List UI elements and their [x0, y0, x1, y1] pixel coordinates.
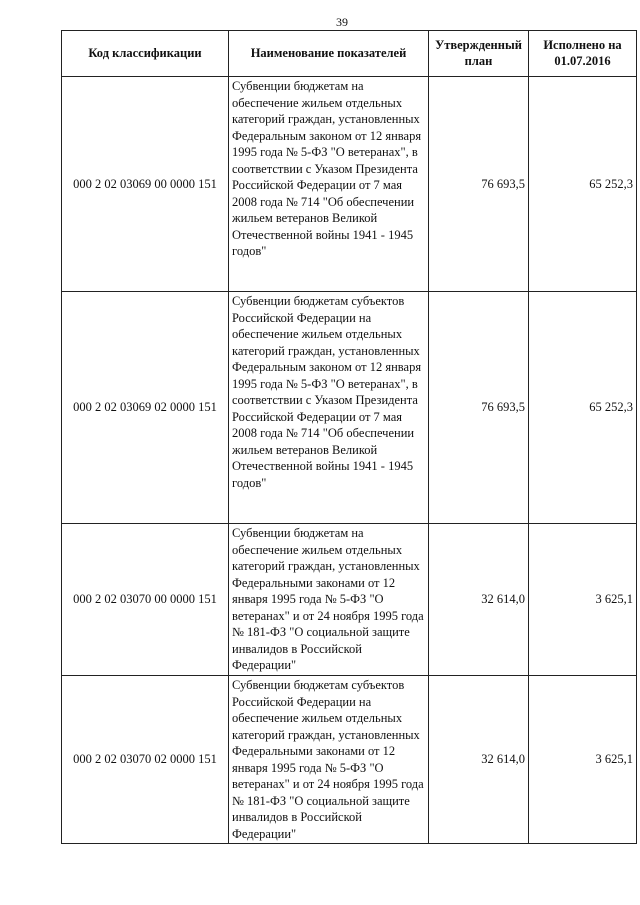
- table-row: [62, 676, 637, 844]
- table-row: [62, 292, 637, 524]
- classification-code: 000 2 02 03070 02 0000 151: [62, 676, 229, 844]
- header-code: Код классификации: [62, 31, 229, 77]
- executed-value: 65 252,3: [529, 292, 637, 524]
- plan-value: 76 693,5: [429, 77, 529, 292]
- indicator-name: Субвенции бюджетам субъектов Российской Федерации на обеспечение жильем отдельных категорий граждан, установленных Федеральными законами от 12 января 1995 года № 5-ФЗ "О ветеранах" и от 24 ноября 1995 года № 181-ФЗ "О социальной защите инвалидов в Российской Федерации": [229, 676, 429, 844]
- budget-table: [61, 30, 637, 844]
- executed-value: 3 625,1: [529, 524, 637, 676]
- table-row: [62, 77, 637, 292]
- plan-value: 76 693,5: [429, 292, 529, 524]
- indicator-name: Субвенции бюджетам на обеспечение жильем отдельных категорий граждан, установленных Федеральным законом от 12 января 1995 года № 5-ФЗ "О ветеранах", в соответствии с Указом Президента Российской Федерации от 7 мая 2008 года № 714 "Об обеспечении жильем ветеранов Великой Отечественной войны 1941 - 1945 годов": [229, 77, 429, 292]
- executed-value: 3 625,1: [529, 676, 637, 844]
- header-done: Исполнено на 01.07.2016: [529, 31, 637, 77]
- table-header-row: [62, 31, 637, 77]
- classification-code: 000 2 02 03069 00 0000 151: [62, 77, 229, 292]
- table-row: [62, 524, 637, 676]
- indicator-name: Субвенции бюджетам субъектов Российской Федерации на обеспечение жильем отдельных категорий граждан, установленных Федеральным законом от 12 января 1995 года № 5-ФЗ "О ветеранах", в соответствии с Указом Президента Российской Федерации от 7 мая 2008 года № 714 "Об обеспечении жильем ветеранов Великой Отечественной войны 1941 - 1945 годов": [229, 292, 429, 524]
- page-number: 39: [336, 15, 348, 29]
- header-plan: Утвержденный план: [429, 31, 529, 77]
- header-name: Наименование показателей: [229, 31, 429, 77]
- executed-value: 65 252,3: [529, 77, 637, 292]
- plan-value: 32 614,0: [429, 676, 529, 844]
- classification-code: 000 2 02 03069 02 0000 151: [62, 292, 229, 524]
- plan-value: 32 614,0: [429, 524, 529, 676]
- classification-code: 000 2 02 03070 00 0000 151: [62, 524, 229, 676]
- indicator-name: Субвенции бюджетам на обеспечение жильем отдельных категорий граждан, установленных Федеральными законами от 12 января 1995 года № 5-ФЗ "О ветеранах" и от 24 ноября 1995 года № 181-ФЗ "О социальной защите инвалидов в Российской Федерации": [229, 524, 429, 676]
